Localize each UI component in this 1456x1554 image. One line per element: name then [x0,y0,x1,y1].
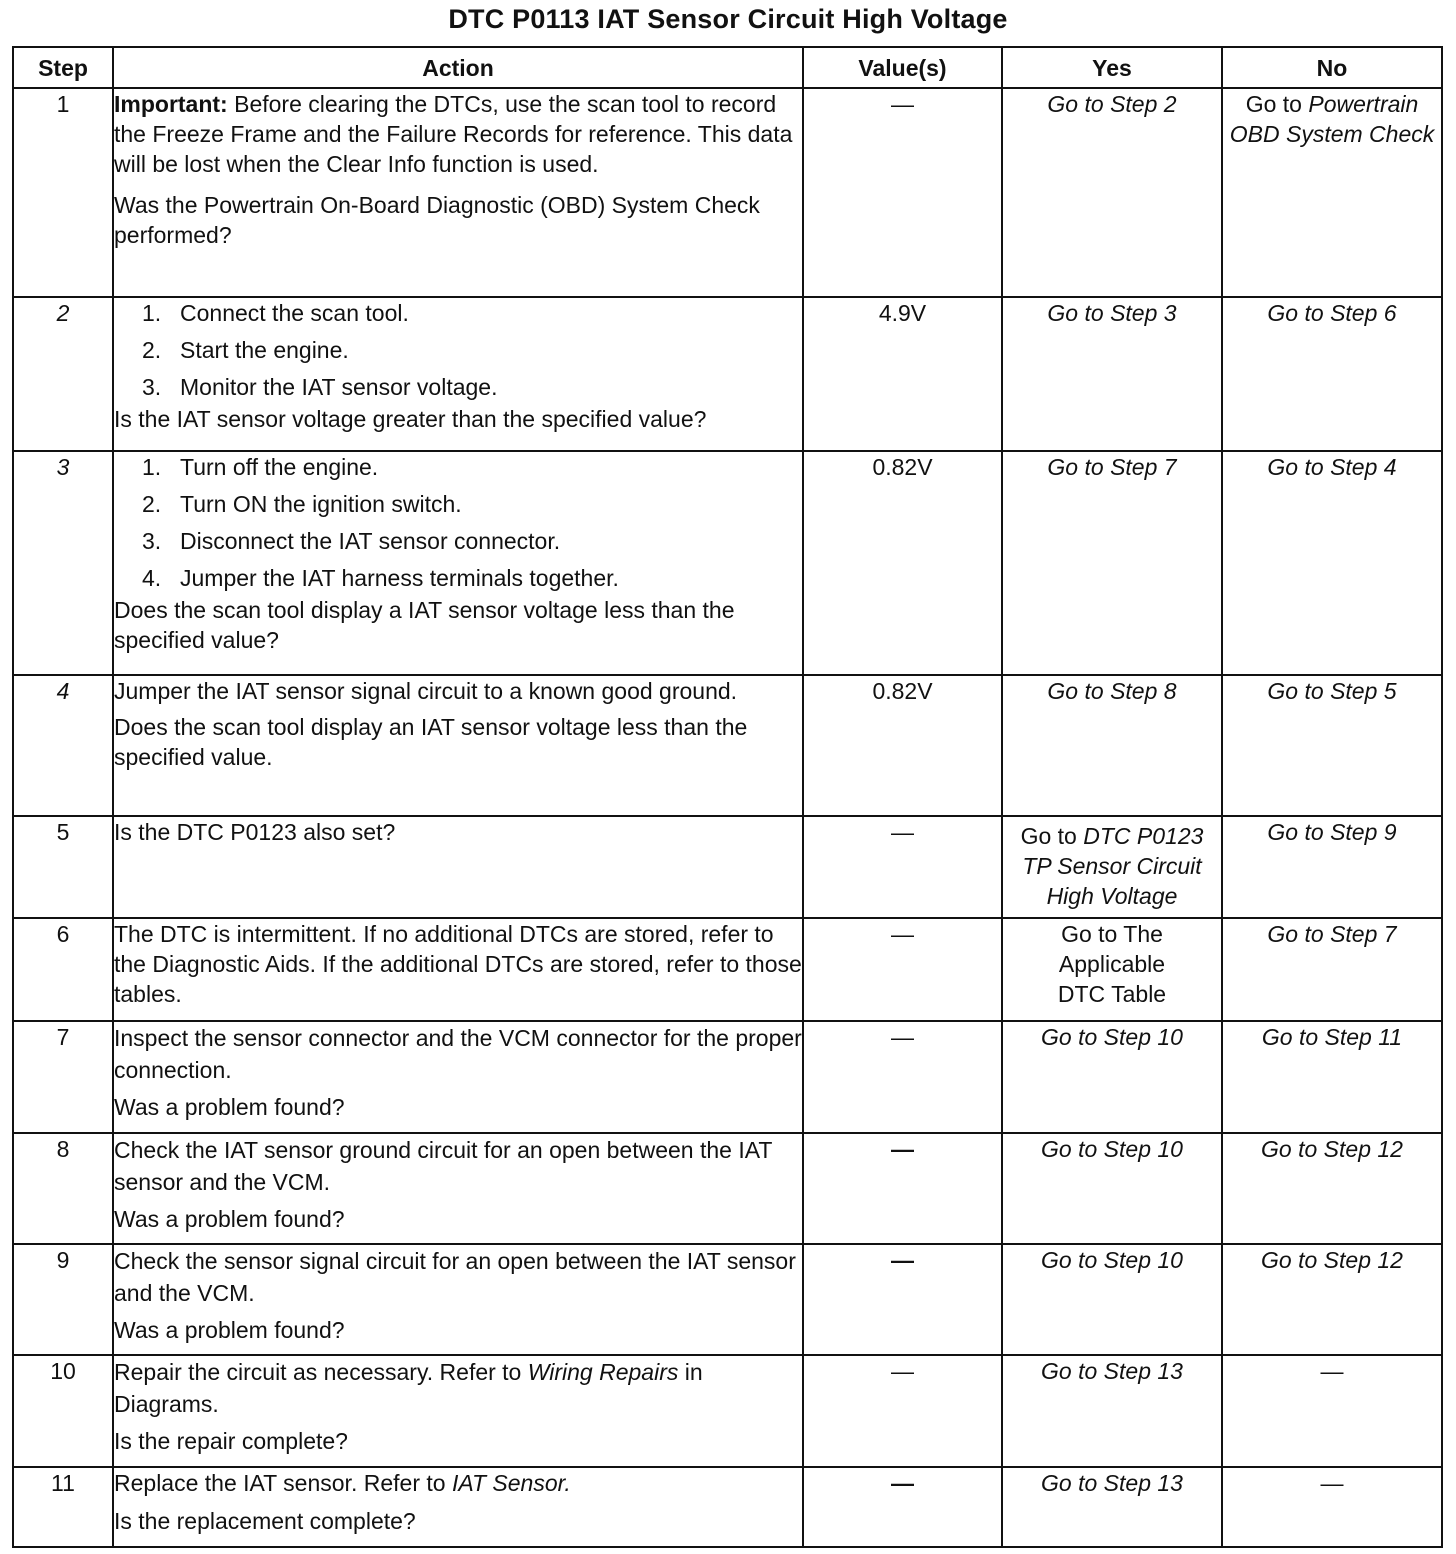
value-cell: — [803,918,1002,1021]
action-question: Is the repair complete? [114,1428,348,1454]
yes-cell: Go to Step 7 [1002,451,1222,675]
action-question: Was a problem found? [114,1206,345,1232]
step-number: 6 [13,918,113,1021]
action-cell [113,1133,803,1244]
reference-iat-sensor: IAT Sensor. [451,1470,571,1496]
list-item: 1. Turn off the engine. [142,454,379,480]
value-cell: — [803,1133,1002,1244]
action-text: Inspect the sensor connector and the VCM connector for the proper connection. [114,1025,802,1083]
yes-cell: Go to Step 13 [1002,1467,1222,1547]
table-row-step-1 [13,88,1442,297]
header-no: No [1222,47,1442,88]
step-number: 5 [13,816,113,918]
table-row-step-9 [13,1244,1442,1355]
diagnostic-table [12,46,1443,1548]
step-number: 8 [13,1133,113,1244]
step-number: 3 [13,451,113,675]
no-cell: Go to Step 11 [1222,1021,1442,1133]
procedure-list [114,298,802,402]
step-number: 9 [13,1244,113,1355]
table-row-step-4 [13,675,1442,816]
action-text: Check the sensor signal circuit for an open between the IAT sensor and the VCM. [114,1248,796,1306]
important-note [114,89,802,179]
value-cell: — [803,88,1002,297]
value-cell: — [803,1244,1002,1355]
action-text: The DTC is intermittent. If no additional DTCs are stored, refer to the Diagnostic Aids. If the additional DTCs are stored, refer to those tables. [114,921,802,1007]
table-row-step-8 [13,1133,1442,1244]
header-values: Value(s) [803,47,1002,88]
list-item: 3. Monitor the IAT sensor voltage. [142,374,498,400]
action-text: Check the IAT sensor ground circuit for an open between the IAT sensor and the VCM. [114,1137,773,1195]
yes-cell: Go to Step 10 [1002,1133,1222,1244]
list-item: 2. Turn ON the ignition switch. [142,491,462,517]
step-number: 7 [13,1021,113,1133]
action-question: Does the scan tool display a IAT sensor voltage less than the specified value? [114,597,735,653]
table-row-step-10 [13,1355,1442,1467]
table-row-step-3 [13,451,1442,675]
no-cell: Go to Step 9 [1222,816,1442,918]
action-cell [113,88,803,297]
action-question: Was a problem found? [114,1317,345,1343]
header-yes: Yes [1002,47,1222,88]
no-reference: Powertrain OBD System Check [1229,91,1435,147]
value-cell: 0.82V [803,451,1002,675]
yes-cell: Go to Step 8 [1002,675,1222,816]
action-cell [113,1244,803,1355]
yes-cell: Go to Step 13 [1002,1355,1222,1467]
yes-cell: Go to The Applicable DTC Table [1002,918,1222,1021]
table-row-step-11 [13,1467,1442,1547]
no-cell: Go to Step 6 [1222,297,1442,451]
header-action: Action [113,47,803,88]
procedure-list [114,452,802,593]
value-cell: — [803,816,1002,918]
yes-cell [1002,816,1222,918]
action-question: Was a problem found? [114,1094,345,1120]
action-question: Does the scan tool display an IAT sensor voltage less than the specified value. [114,714,748,770]
action-cell [113,451,803,675]
action-cell [113,1355,803,1467]
action-cell [113,1021,803,1133]
reference-wiring-repairs: Wiring Repairs [527,1359,679,1385]
action-text: Replace the IAT sensor. Refer to IAT Sensor. [114,1470,571,1496]
table-row-step-5 [13,816,1442,918]
page-title: DTC P0113 IAT Sensor Circuit High Voltage [448,4,1008,34]
action-question: Was the Powertrain On-Board Diagnostic (OBD) System Check performed? [114,192,760,248]
value-cell: — [803,1467,1002,1547]
yes-reference: DTC P0123 TP Sensor Circuit High Voltage [1022,823,1204,909]
list-item: 3. Disconnect the IAT sensor connector. [142,528,561,554]
header-step: Step [13,47,113,88]
important-text: Before clearing the DTCs, use the scan tool to record the Freeze Frame and the Failure Records for reference. This data will be lost when the Clear Info function is used. [114,91,793,177]
action-cell [113,297,803,451]
action-question: Is the replacement complete? [114,1508,416,1534]
action-text: Repair the circuit as necessary. Refer to Wiring Repairs in Diagrams. [114,1359,703,1417]
no-prefix: Go to [1245,91,1309,117]
step-number: 2 [13,297,113,451]
table-row-step-7 [13,1021,1442,1133]
step-number: 10 [13,1355,113,1467]
important-label: Important: [114,91,228,117]
step-number: 4 [13,675,113,816]
table-header-row [13,47,1442,88]
action-text: Jumper the IAT sensor signal circuit to a known good ground. [114,678,738,704]
yes-cell: Go to Step 2 [1002,88,1222,297]
no-cell: Go to Step 12 [1222,1244,1442,1355]
yes-cell: Go to Step 10 [1002,1244,1222,1355]
yes-cell: Go to Step 10 [1002,1021,1222,1133]
value-cell: 0.82V [803,675,1002,816]
action-question: Is the DTC P0123 also set? [114,819,396,845]
step-number: 1 [13,88,113,297]
action-cell [113,675,803,816]
value-cell: — [803,1021,1002,1133]
action-cell [113,918,803,1021]
yes-prefix: Go to [1020,823,1084,849]
step-number: 11 [13,1467,113,1547]
yes-cell: Go to Step 3 [1002,297,1222,451]
action-question: Is the IAT sensor voltage greater than the specified value? [114,406,707,432]
list-item: 1. Connect the scan tool. [142,300,409,326]
action-cell [113,816,803,918]
list-item: 2. Start the engine. [142,337,349,363]
no-cell: Go to Step 4 [1222,451,1442,675]
table-row-step-2 [13,297,1442,451]
action-cell [113,1467,803,1547]
no-cell: — [1222,1355,1442,1467]
no-cell: Go to Step 7 [1222,918,1442,1021]
no-cell: Go to Step 12 [1222,1133,1442,1244]
no-cell: Go to Step 5 [1222,675,1442,816]
list-item: 4. Jumper the IAT harness terminals together. [142,565,619,591]
no-cell [1222,88,1442,297]
table-row-step-6 [13,918,1442,1021]
no-cell: — [1222,1467,1442,1547]
value-cell: — [803,1355,1002,1467]
value-cell: 4.9V [803,297,1002,451]
